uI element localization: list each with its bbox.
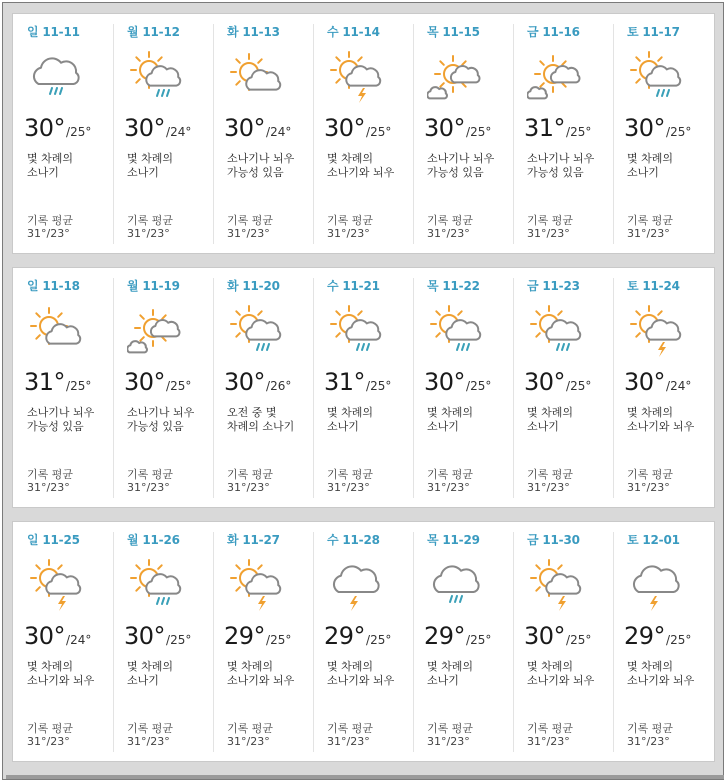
- day-card[interactable]: [213, 14, 313, 253]
- high-temp: 30°: [524, 368, 566, 396]
- forecast-frame: [2, 2, 724, 780]
- day-card[interactable]: [213, 268, 313, 507]
- high-temp: 30°: [624, 368, 666, 396]
- sun-cloud-rain-icon: [327, 304, 385, 362]
- condition-text: 몇 차례의 소나기와 뇌우: [627, 406, 695, 433]
- sun-clouds-icon: [127, 304, 185, 362]
- high-temp: 30°: [24, 622, 66, 650]
- day-temperatures: [424, 622, 491, 650]
- low-temp: /25°: [366, 633, 392, 647]
- high-temp: 30°: [424, 368, 466, 396]
- day-temperatures: [324, 622, 391, 650]
- condition-text: 몇 차례의 소나기: [427, 660, 474, 687]
- day-separator: [113, 532, 114, 752]
- avg-label: 기록 평균: [227, 722, 274, 735]
- condition-text: 몇 차례의 소나기: [27, 152, 74, 179]
- high-temp: 30°: [424, 114, 466, 142]
- day-separator: [313, 24, 314, 244]
- day-temperatures: [524, 368, 591, 396]
- condition-text: 몇 차례의 소나기와 뇌우: [527, 660, 595, 687]
- avg-value: 31°/23°: [327, 735, 370, 748]
- day-separator: [513, 532, 514, 752]
- day-date: 일 11-18: [27, 279, 80, 293]
- avg-label: 기록 평균: [327, 214, 374, 227]
- week-row: [12, 13, 715, 254]
- avg-value: 31°/23°: [327, 481, 370, 494]
- day-temperatures: [524, 622, 591, 650]
- day-date: 일 11-11: [27, 25, 80, 39]
- high-temp: 30°: [124, 114, 166, 142]
- high-temp: 31°: [524, 114, 566, 142]
- day-temperatures: [624, 368, 691, 396]
- day-temperatures: [124, 368, 191, 396]
- avg-value: 31°/23°: [627, 481, 670, 494]
- sun-cloud-rain-icon: [127, 558, 185, 616]
- sun-cloud-rain-icon: [527, 304, 585, 362]
- sun-cloud-rain-icon: [127, 50, 185, 108]
- sun-clouds-icon: [527, 50, 585, 108]
- avg-label: 기록 평균: [27, 214, 74, 227]
- condition-text: 몇 차례의 소나기: [327, 406, 374, 433]
- avg-value: 31°/23°: [427, 481, 470, 494]
- avg-label: 기록 평균: [227, 214, 274, 227]
- avg-value: 31°/23°: [527, 735, 570, 748]
- day-separator: [313, 278, 314, 498]
- sun-cloud-rain-icon: [627, 50, 685, 108]
- condition-text: 몇 차례의 소나기: [527, 406, 574, 433]
- day-card[interactable]: [313, 268, 413, 507]
- low-temp: /25°: [366, 125, 392, 139]
- low-temp: /25°: [666, 125, 692, 139]
- week-row: [12, 267, 715, 508]
- low-temp: /24°: [266, 125, 292, 139]
- avg-label: 기록 평균: [127, 722, 174, 735]
- day-card[interactable]: [513, 14, 613, 253]
- sun-cloud-rain-icon: [427, 304, 485, 362]
- high-temp: 29°: [224, 622, 266, 650]
- sun-cloud-bolt-icon: [227, 558, 285, 616]
- day-card[interactable]: [213, 522, 313, 761]
- day-separator: [213, 532, 214, 752]
- condition-text: 몇 차례의 소나기와 뇌우: [227, 660, 295, 687]
- day-separator: [113, 24, 114, 244]
- day-date: 화 11-20: [227, 279, 280, 293]
- day-card[interactable]: [613, 522, 713, 761]
- avg-value: 31°/23°: [27, 227, 70, 240]
- condition-text: 소나기나 뇌우 가능성 있음: [127, 406, 195, 433]
- low-temp: /25°: [266, 633, 292, 647]
- high-temp: 29°: [324, 622, 366, 650]
- day-separator: [213, 24, 214, 244]
- high-temp: 30°: [124, 622, 166, 650]
- avg-value: 31°/23°: [627, 735, 670, 748]
- condition-text: 소나기나 뇌우 가능성 있음: [227, 152, 295, 179]
- day-card[interactable]: [413, 268, 513, 507]
- high-temp: 30°: [624, 114, 666, 142]
- day-date: 수 11-28: [327, 533, 380, 547]
- day-card[interactable]: [413, 522, 513, 761]
- avg-label: 기록 평균: [527, 468, 574, 481]
- condition-text: 오전 중 몇 차례의 소나기: [227, 406, 295, 433]
- low-temp: /24°: [666, 379, 692, 393]
- low-temp: /25°: [566, 379, 592, 393]
- day-date: 화 11-27: [227, 533, 280, 547]
- avg-value: 31°/23°: [227, 735, 270, 748]
- condition-text: 몇 차례의 소나기와 뇌우: [327, 152, 395, 179]
- day-date: 목 11-29: [427, 533, 480, 547]
- low-temp: /26°: [266, 379, 292, 393]
- day-temperatures: [224, 368, 291, 396]
- avg-value: 31°/23°: [427, 735, 470, 748]
- day-temperatures: [424, 114, 491, 142]
- day-temperatures: [424, 368, 491, 396]
- condition-text: 몇 차례의 소나기: [627, 152, 674, 179]
- low-temp: /25°: [66, 379, 92, 393]
- day-temperatures: [624, 622, 691, 650]
- day-date: 수 11-21: [327, 279, 380, 293]
- avg-label: 기록 평균: [327, 468, 374, 481]
- low-temp: /25°: [366, 379, 392, 393]
- day-card[interactable]: [313, 14, 413, 253]
- day-card[interactable]: [613, 268, 713, 507]
- day-separator: [513, 24, 514, 244]
- avg-value: 31°/23°: [627, 227, 670, 240]
- avg-value: 31°/23°: [127, 735, 170, 748]
- day-separator: [313, 532, 314, 752]
- sun-cloud-icon: [27, 304, 85, 362]
- sun-cloud-bolt-icon: [327, 50, 385, 108]
- avg-label: 기록 평균: [227, 468, 274, 481]
- avg-label: 기록 평균: [327, 722, 374, 735]
- day-card[interactable]: [113, 522, 213, 761]
- day-temperatures: [24, 622, 91, 650]
- high-temp: 30°: [24, 114, 66, 142]
- day-card[interactable]: [13, 522, 113, 761]
- day-card[interactable]: [113, 268, 213, 507]
- day-temperatures: [24, 114, 91, 142]
- day-temperatures: [524, 114, 591, 142]
- day-temperatures: [224, 622, 291, 650]
- day-temperatures: [124, 114, 191, 142]
- cloud-bolt-icon: [327, 558, 385, 616]
- condition-text: 소나기나 뇌우 가능성 있음: [27, 406, 95, 433]
- day-date: 금 11-23: [527, 279, 580, 293]
- avg-value: 31°/23°: [227, 227, 270, 240]
- cloud-bolt-icon: [627, 558, 685, 616]
- avg-label: 기록 평균: [427, 468, 474, 481]
- cloud-rain-icon: [27, 50, 85, 108]
- high-temp: 30°: [224, 114, 266, 142]
- day-date: 목 11-22: [427, 279, 480, 293]
- low-temp: /25°: [666, 633, 692, 647]
- avg-value: 31°/23°: [427, 227, 470, 240]
- high-temp: 29°: [424, 622, 466, 650]
- low-temp: /25°: [566, 125, 592, 139]
- day-date: 토 12-01: [627, 533, 680, 547]
- avg-value: 31°/23°: [527, 481, 570, 494]
- avg-label: 기록 평균: [27, 468, 74, 481]
- high-temp: 30°: [124, 368, 166, 396]
- low-temp: /25°: [466, 379, 492, 393]
- day-date: 토 11-17: [627, 25, 680, 39]
- low-temp: /25°: [166, 379, 192, 393]
- condition-text: 소나기나 뇌우 가능성 있음: [427, 152, 495, 179]
- day-temperatures: [324, 368, 391, 396]
- day-card[interactable]: [513, 522, 613, 761]
- high-temp: 30°: [324, 114, 366, 142]
- condition-text: 소나기나 뇌우 가능성 있음: [527, 152, 595, 179]
- sun-cloud-bolt-icon: [527, 558, 585, 616]
- day-separator: [613, 532, 614, 752]
- condition-text: 몇 차례의 소나기: [427, 406, 474, 433]
- avg-label: 기록 평균: [127, 214, 174, 227]
- day-date: 월 11-26: [127, 533, 180, 547]
- condition-text: 몇 차례의 소나기와 뇌우: [327, 660, 395, 687]
- day-temperatures: [224, 114, 291, 142]
- day-card[interactable]: [313, 522, 413, 761]
- condition-text: 몇 차례의 소나기: [127, 152, 174, 179]
- high-temp: 29°: [624, 622, 666, 650]
- day-card[interactable]: [13, 268, 113, 507]
- day-temperatures: [324, 114, 391, 142]
- day-separator: [213, 278, 214, 498]
- avg-value: 31°/23°: [127, 227, 170, 240]
- condition-text: 몇 차례의 소나기와 뇌우: [27, 660, 95, 687]
- avg-value: 31°/23°: [327, 227, 370, 240]
- day-separator: [513, 278, 514, 498]
- low-temp: /25°: [466, 125, 492, 139]
- day-card[interactable]: [13, 14, 113, 253]
- day-separator: [613, 24, 614, 244]
- day-date: 월 11-12: [127, 25, 180, 39]
- avg-value: 31°/23°: [27, 481, 70, 494]
- week-row: [12, 521, 715, 762]
- day-separator: [413, 24, 414, 244]
- day-card[interactable]: [113, 14, 213, 253]
- avg-label: 기록 평균: [527, 722, 574, 735]
- avg-label: 기록 평균: [627, 722, 674, 735]
- avg-label: 기록 평균: [627, 214, 674, 227]
- avg-label: 기록 평균: [427, 722, 474, 735]
- low-temp: /25°: [566, 633, 592, 647]
- day-card[interactable]: [613, 14, 713, 253]
- sun-cloud-rain-icon: [227, 304, 285, 362]
- day-date: 수 11-14: [327, 25, 380, 39]
- avg-label: 기록 평균: [27, 722, 74, 735]
- condition-text: 몇 차례의 소나기와 뇌우: [627, 660, 695, 687]
- avg-value: 31°/23°: [127, 481, 170, 494]
- day-card[interactable]: [513, 268, 613, 507]
- avg-label: 기록 평균: [427, 214, 474, 227]
- day-separator: [413, 532, 414, 752]
- high-temp: 30°: [524, 622, 566, 650]
- cloud-rain-icon: [427, 558, 485, 616]
- sun-cloud-bolt-icon: [627, 304, 685, 362]
- avg-label: 기록 평균: [527, 214, 574, 227]
- sun-clouds-icon: [427, 50, 485, 108]
- day-separator: [113, 278, 114, 498]
- avg-value: 31°/23°: [527, 227, 570, 240]
- high-temp: 31°: [24, 368, 66, 396]
- day-separator: [413, 278, 414, 498]
- high-temp: 31°: [324, 368, 366, 396]
- day-card[interactable]: [413, 14, 513, 253]
- low-temp: /25°: [466, 633, 492, 647]
- low-temp: /24°: [166, 125, 192, 139]
- low-temp: /24°: [66, 633, 92, 647]
- day-temperatures: [124, 622, 191, 650]
- day-date: 화 11-13: [227, 25, 280, 39]
- low-temp: /25°: [166, 633, 192, 647]
- avg-label: 기록 평균: [627, 468, 674, 481]
- sun-cloud-icon: [227, 50, 285, 108]
- day-temperatures: [24, 368, 91, 396]
- low-temp: /25°: [66, 125, 92, 139]
- condition-text: 몇 차례의 소나기: [127, 660, 174, 687]
- day-date: 토 11-24: [627, 279, 680, 293]
- avg-value: 31°/23°: [227, 481, 270, 494]
- day-date: 일 11-25: [27, 533, 80, 547]
- avg-value: 31°/23°: [27, 735, 70, 748]
- day-date: 금 11-16: [527, 25, 580, 39]
- day-date: 월 11-19: [127, 279, 180, 293]
- day-date: 금 11-30: [527, 533, 580, 547]
- high-temp: 30°: [224, 368, 266, 396]
- avg-label: 기록 평균: [127, 468, 174, 481]
- day-temperatures: [624, 114, 691, 142]
- day-date: 목 11-15: [427, 25, 480, 39]
- sun-cloud-bolt-icon: [27, 558, 85, 616]
- day-separator: [613, 278, 614, 498]
